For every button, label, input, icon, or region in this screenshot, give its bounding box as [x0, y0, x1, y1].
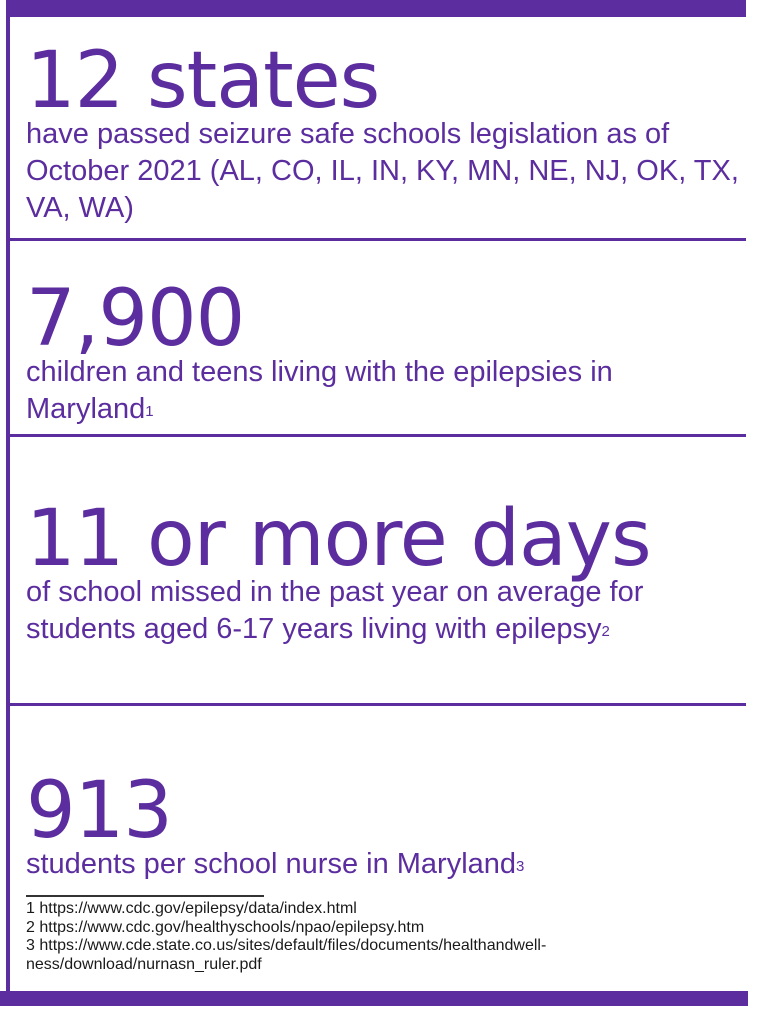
section-divider [8, 238, 746, 241]
left-accent-rule [6, 0, 10, 1000]
top-accent-bar [6, 0, 746, 17]
stat-block-days [26, 494, 766, 648]
section-divider [8, 434, 746, 437]
footnotes [26, 900, 771, 974]
description-text: children and teens living with the epilepsies in Maryland [26, 356, 613, 425]
stat-block-children [26, 274, 766, 428]
stat-headline: 913 [26, 766, 172, 856]
stat-description [26, 354, 726, 428]
footnote-ref: 3 [516, 858, 525, 875]
description-text: of school missed in the past year on average for students aged 6-17 years living with epilepsy [26, 576, 644, 645]
bottom-accent-bar [0, 991, 748, 1006]
stat-description [26, 846, 766, 883]
stat-block-states [26, 36, 766, 227]
footnote-3: 3 https://www.cde.state.co.us/sites/default/files/documents/healthandwell- [26, 937, 547, 954]
footnote-3-continued: ness/download/nurnasn_ruler.pdf [26, 955, 262, 973]
footnote-rule [26, 895, 264, 897]
stat-description [26, 574, 736, 648]
footnote-ref: 1 [145, 403, 154, 420]
stat-headline: 12 states [26, 36, 380, 126]
stat-headline: 7,900 [26, 274, 245, 364]
footnote-ref: 2 [601, 623, 610, 640]
section-divider [8, 703, 746, 706]
stat-headline: 11 or more days [26, 494, 651, 584]
stat-block-nurse [26, 766, 766, 883]
stat-description: have passed seizure safe schools legislation as of October 2021 (AL, CO, IL, IN, KY, MN, NE, NJ, OK, TX, VA, WA) [26, 118, 739, 224]
footnote-2: 2 https://www.cdc.gov/healthyschools/npao/epilepsy.htm [26, 918, 425, 936]
footnote-1: 1 https://www.cdc.gov/epilepsy/data/index.html [26, 900, 357, 917]
description-text: students per school nurse in Maryland [26, 848, 517, 880]
